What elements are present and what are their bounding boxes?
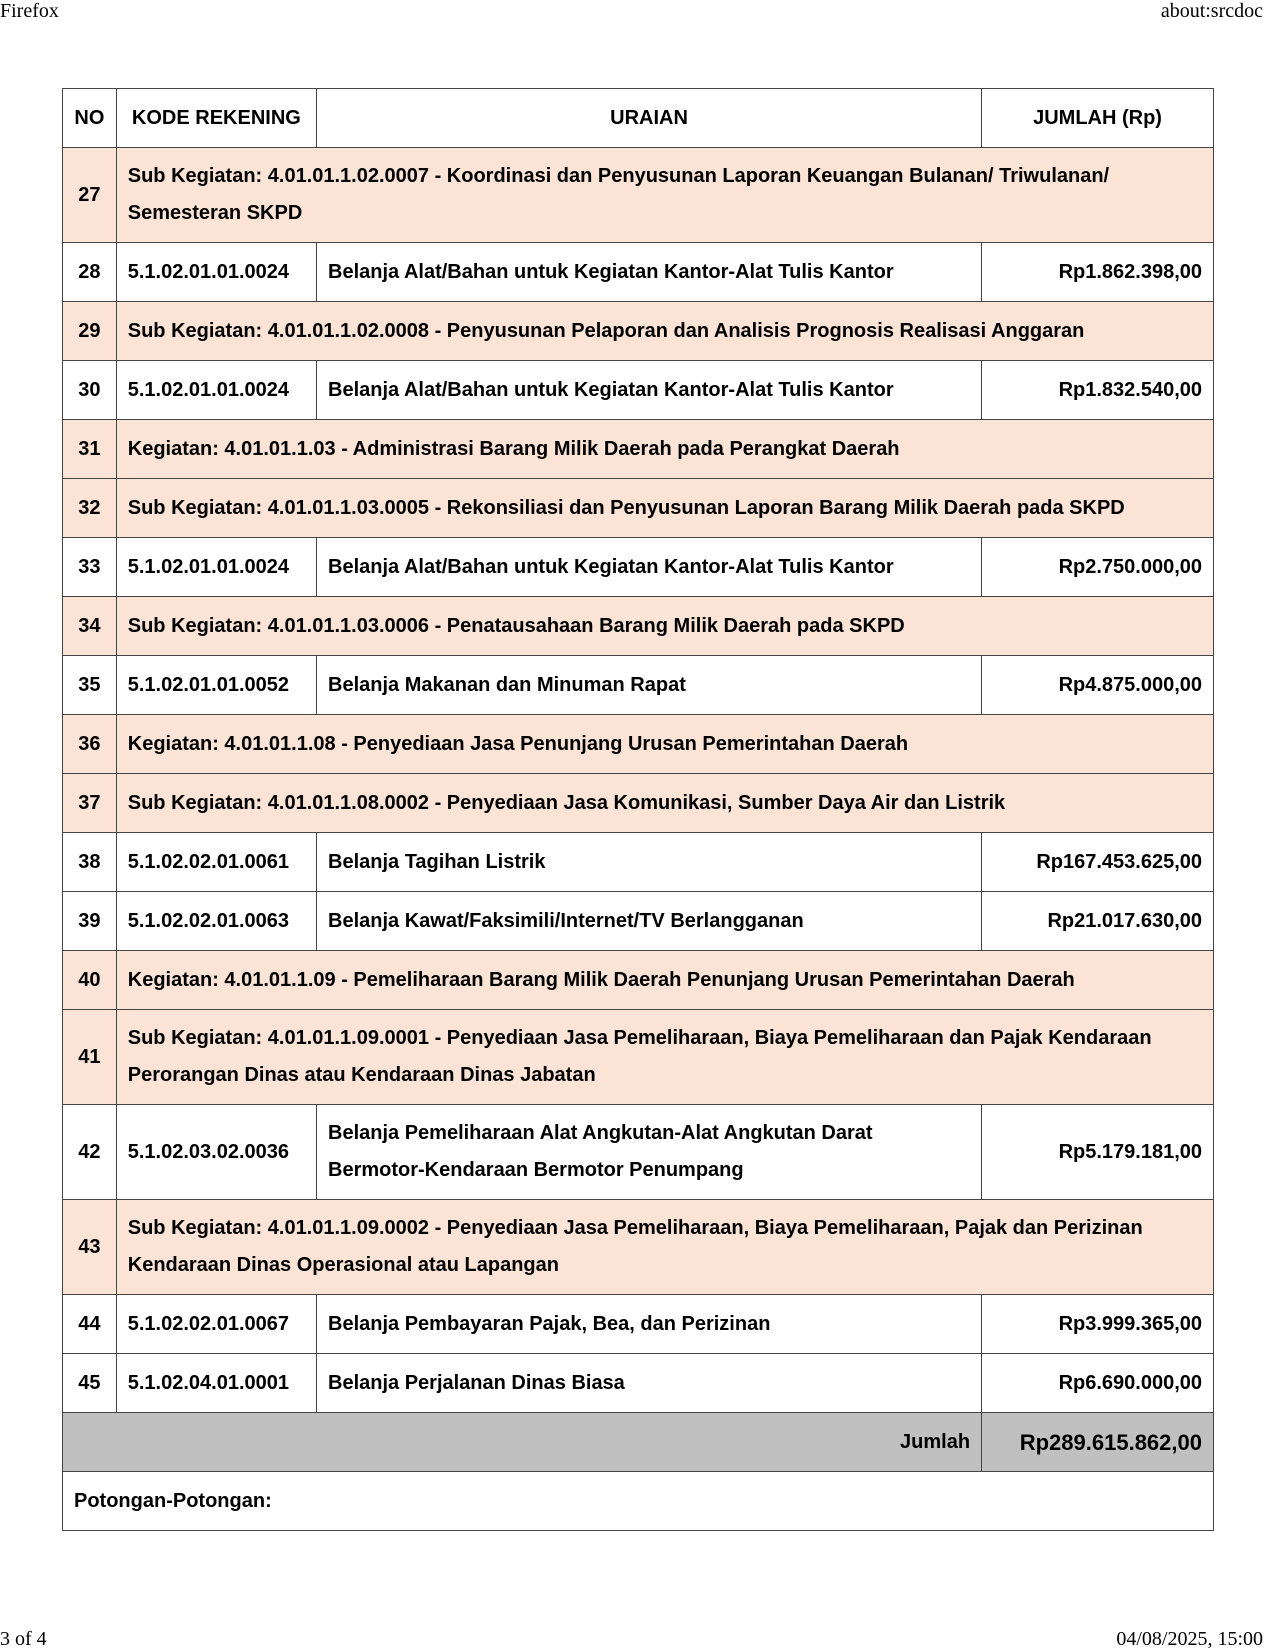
table-row [63,361,1214,420]
amount: Rp3.999.365,00 [982,1295,1214,1354]
group-row [63,420,1214,479]
table-row [63,538,1214,597]
account-code: 5.1.02.01.01.0024 [116,538,316,597]
row-number: 39 [63,892,117,951]
group-row [63,774,1214,833]
row-number: 27 [63,148,117,243]
page-indicator: 3 of 4 [0,1628,47,1650]
account-code: 5.1.02.04.01.0001 [116,1354,316,1413]
group-row [63,951,1214,1010]
account-code: 5.1.02.03.02.0036 [116,1105,316,1200]
header-kode-rekening: KODE REKENING [116,89,316,148]
row-number: 44 [63,1295,117,1354]
description: Belanja Kawat/Faksimili/Internet/TV Berlangganan [317,892,982,951]
group-title: Sub Kegiatan: 4.01.01.1.03.0005 - Rekonsiliasi dan Penyusunan Laporan Barang Milik Daerah pada SKPD [116,479,1213,538]
account-code: 5.1.02.02.01.0061 [116,833,316,892]
group-title: Kegiatan: 4.01.01.1.09 - Pemeliharaan Barang Milik Daerah Penunjang Urusan Pemerintahan Daerah [116,951,1213,1010]
row-number: 29 [63,302,117,361]
group-title: Kegiatan: 4.01.01.1.03 - Administrasi Barang Milik Daerah pada Perangkat Daerah [116,420,1213,479]
amount: Rp1.832.540,00 [982,361,1214,420]
group-row [63,715,1214,774]
description: Belanja Perjalanan Dinas Biasa [317,1354,982,1413]
deductions-label: Potongan-Potongan: [63,1472,1214,1531]
row-number: 41 [63,1010,117,1105]
row-number: 43 [63,1200,117,1295]
table-row [63,1354,1214,1413]
browser-url: about:srcdoc [1160,0,1263,22]
amount: Rp5.179.181,00 [982,1105,1214,1200]
header-uraian: URAIAN [317,89,982,148]
group-title: Kegiatan: 4.01.01.1.08 - Penyediaan Jasa Penunjang Urusan Pemerintahan Daerah [116,715,1213,774]
group-row [63,148,1214,243]
description: Belanja Alat/Bahan untuk Kegiatan Kantor-Alat Tulis Kantor [317,538,982,597]
print-datetime: 04/08/2025, 15:00 [1116,1628,1263,1650]
table-row [63,833,1214,892]
browser-app-name: Firefox [0,0,59,22]
row-number: 35 [63,656,117,715]
description: Belanja Pemeliharaan Alat Angkutan-Alat Angkutan Darat Bermotor-Kendaraan Bermotor Penumpang [317,1105,982,1200]
account-code: 5.1.02.02.01.0063 [116,892,316,951]
group-title: Sub Kegiatan: 4.01.01.1.03.0006 - Penatausahaan Barang Milik Daerah pada SKPD [116,597,1213,656]
row-number: 28 [63,243,117,302]
table-row [63,1105,1214,1200]
amount: Rp6.690.000,00 [982,1354,1214,1413]
description: Belanja Pembayaran Pajak, Bea, dan Perizinan [317,1295,982,1354]
row-number: 38 [63,833,117,892]
description: Belanja Makanan dan Minuman Rapat [317,656,982,715]
table-row [63,1295,1214,1354]
total-value: Rp289.615.862,00 [982,1413,1214,1472]
amount: Rp21.017.630,00 [982,892,1214,951]
group-title: Sub Kegiatan: 4.01.01.1.02.0008 - Penyusunan Pelaporan dan Analisis Prognosis Realisasi Anggaran [116,302,1213,361]
deductions-row [63,1472,1214,1531]
row-number: 42 [63,1105,117,1200]
row-number: 37 [63,774,117,833]
group-title: Sub Kegiatan: 4.01.01.1.09.0001 - Penyediaan Jasa Pemeliharaan, Biaya Pemeliharaan dan Pajak Kendaraan Perorangan Dinas atau Kendaraan Dinas Jabatan [116,1010,1213,1105]
account-code: 5.1.02.01.01.0024 [116,361,316,420]
table-row [63,243,1214,302]
row-number: 31 [63,420,117,479]
row-number: 30 [63,361,117,420]
amount: Rp2.750.000,00 [982,538,1214,597]
row-number: 33 [63,538,117,597]
table-header-row [63,89,1214,148]
amount: Rp167.453.625,00 [982,833,1214,892]
group-title: Sub Kegiatan: 4.01.01.1.02.0007 - Koordinasi dan Penyusunan Laporan Keuangan Bulanan/ Triwulanan/ Semesteran SKPD [116,148,1213,243]
table-row [63,656,1214,715]
table-row [63,892,1214,951]
amount: Rp1.862.398,00 [982,243,1214,302]
group-title: Sub Kegiatan: 4.01.01.1.09.0002 - Penyediaan Jasa Pemeliharaan, Biaya Pemeliharaan, Pajak dan Perizinan Kendaraan Dinas Operasional atau Lapangan [116,1200,1213,1295]
row-number: 40 [63,951,117,1010]
account-code: 5.1.02.01.01.0024 [116,243,316,302]
description: Belanja Tagihan Listrik [317,833,982,892]
account-code: 5.1.02.01.01.0052 [116,656,316,715]
description: Belanja Alat/Bahan untuk Kegiatan Kantor-Alat Tulis Kantor [317,361,982,420]
row-number: 32 [63,479,117,538]
group-row [63,302,1214,361]
total-label: Jumlah [63,1413,982,1472]
description: Belanja Alat/Bahan untuk Kegiatan Kantor-Alat Tulis Kantor [317,243,982,302]
group-row [63,597,1214,656]
row-number: 34 [63,597,117,656]
row-number: 36 [63,715,117,774]
header-no: NO [63,89,117,148]
row-number: 45 [63,1354,117,1413]
budget-table [62,88,1214,1531]
group-row [63,1010,1214,1105]
amount: Rp4.875.000,00 [982,656,1214,715]
group-title: Sub Kegiatan: 4.01.01.1.08.0002 - Penyediaan Jasa Komunikasi, Sumber Daya Air dan Listrik [116,774,1213,833]
account-code: 5.1.02.02.01.0067 [116,1295,316,1354]
total-row [63,1413,1214,1472]
header-jumlah: JUMLAH (Rp) [982,89,1214,148]
group-row [63,1200,1214,1295]
group-row [63,479,1214,538]
